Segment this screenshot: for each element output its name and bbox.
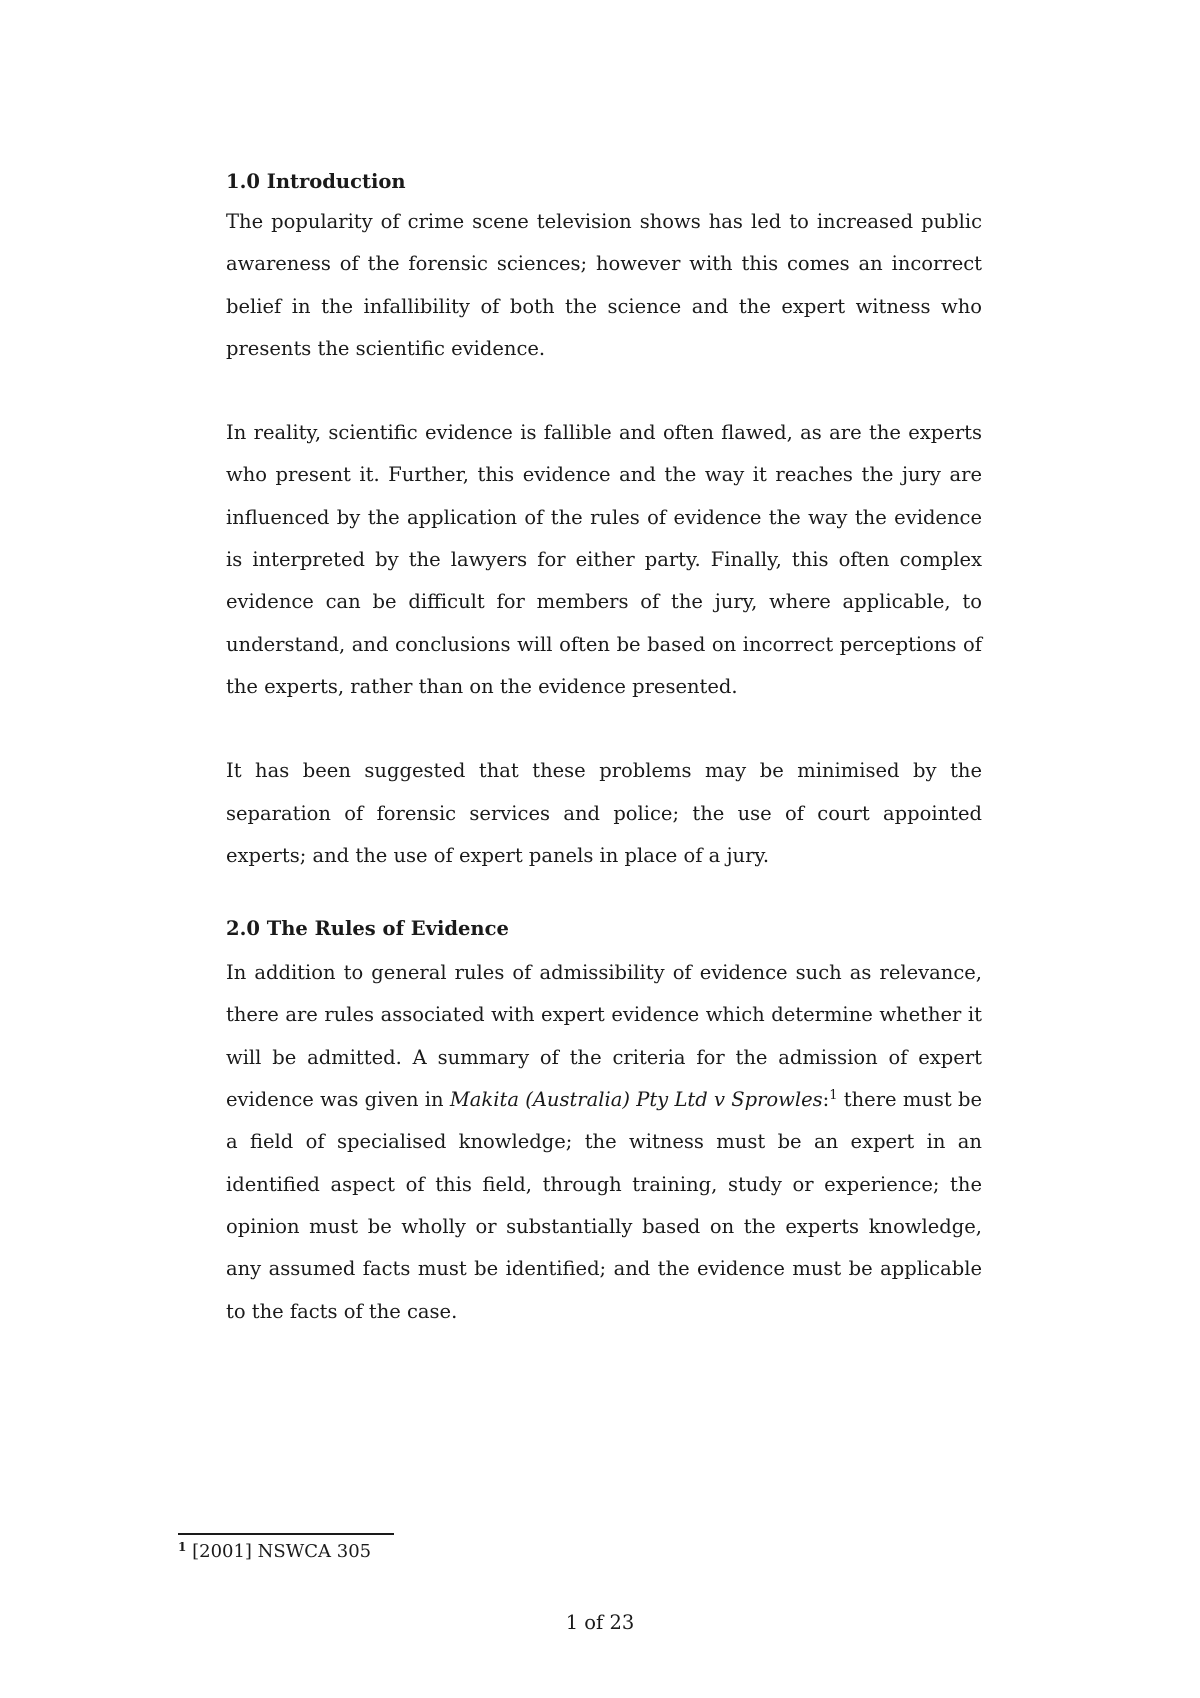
paragraph-introduction-2: In reality, scientific evidence is fallible and often flawed, as are the experts who present it. Further, this evidence and the way it reaches the jury are influenced by the application of the rules of evidence the way the evidence is interpreted by the lawyers for either party. Finally, this often complex evidence can be difficult for members of the jury, where applicable, to understand, and conclusions will often be based on incorrect perceptions of the experts, rather than on the evidence presented. (226, 421, 982, 698)
paragraph-colon: : (822, 1088, 830, 1112)
section-heading-introduction: 1.0 Introduction (226, 170, 406, 193)
section-heading-rules-of-evidence: 2.0 The Rules of Evidence (226, 917, 509, 941)
paragraph-text-before-case: In addition to general rules of admissibility of evidence such as relevance, there are rules associated with expert evidence which determine whether it will be admitted. A summary of the criteria for the admission of expert evidence was given in (226, 961, 982, 1112)
paragraph-introduction-1: The popularity of crime scene television shows has led to increased public awareness of the forensic sciences; however with this comes an incorrect belief in the infallibility of both the science and the expert witness who presents the scientific evidence. (226, 210, 982, 360)
paragraph-rules-of-evidence (226, 952, 982, 1333)
page-body (226, 170, 982, 1333)
footnote-text: [2001] NSWCA 305 (192, 1541, 372, 1562)
footnote-reference[interactable]: 1 (829, 1088, 838, 1104)
paragraph-introduction-3: It has been suggested that these problems may be minimised by the separation of forensic services and police; the use of court appointed experts; and the use of expert panels in place of a jury. (226, 759, 982, 867)
page-number: 1 of 23 (565, 1611, 635, 1634)
footnote-separator (178, 1533, 394, 1535)
case-citation-name: Makita (Australia) Pty Ltd v Sprowles (449, 1088, 823, 1112)
paragraph-text-after-reference: there must be a field of specialised knowledge; the witness must be an expert in an identified aspect of this field, through training, study or experience; the opinion must be wholly or substantially based on the experts knowledge, any assumed facts must be identified; and the evidence must be applicable to the facts of the case. (226, 1088, 982, 1323)
footnote-1 (178, 1540, 371, 1564)
footnote-number: 1 (178, 1540, 187, 1554)
